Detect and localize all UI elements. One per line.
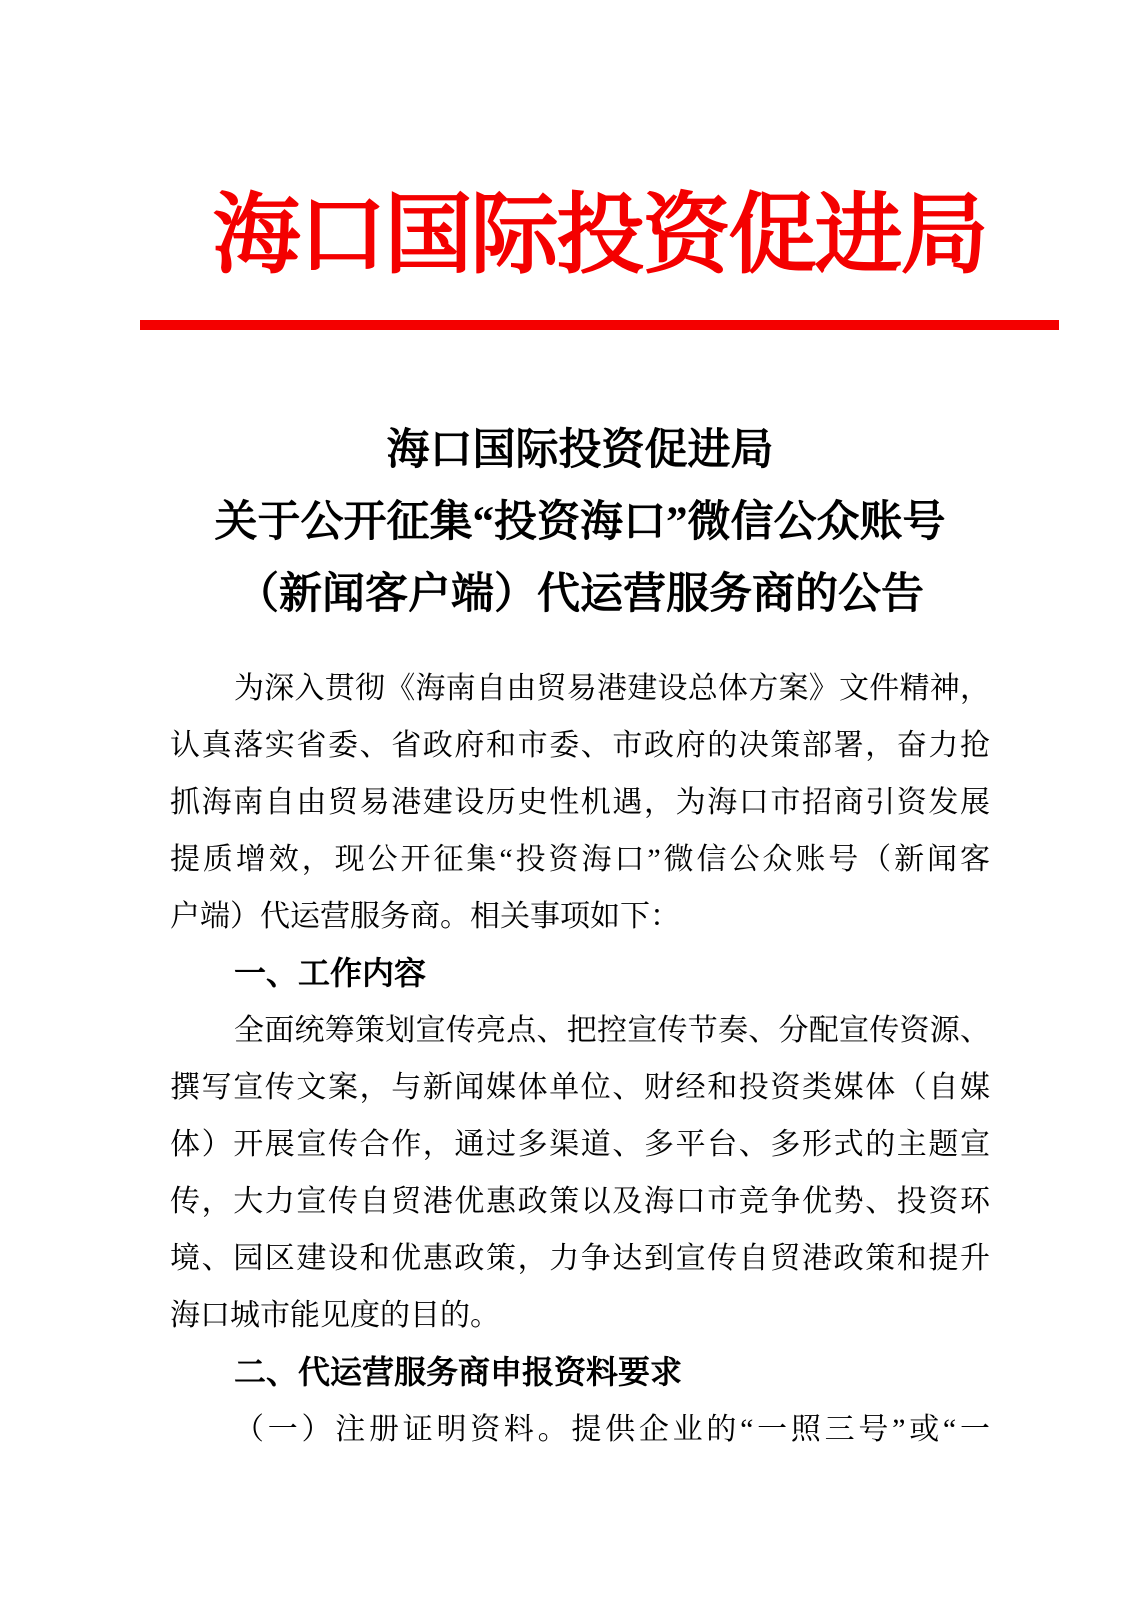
document-title-line-1: 海口国际投资促进局 <box>386 427 774 474</box>
paragraph-2-line: 体）开展宣传合作，通过多渠道、多平台、多形式的主题宣 <box>170 1128 990 1161</box>
paragraph-1-line: 提质增效，现公开征集“投资海口”微信公众账号（新闻客 <box>170 843 990 876</box>
document-title <box>170 415 990 631</box>
document-title-line-3: （新闻客户端）代运营服务商的公告 <box>236 571 924 618</box>
paragraph-1-line: 户端）代运营服务商。相关事项如下： <box>170 900 680 933</box>
paragraph-2-line: 撰写宣传文案，与新闻媒体单位、财经和投资类媒体（自媒 <box>170 1071 990 1104</box>
paragraph-2-line: 全面统筹策划宣传亮点、把控宣传节奏、分配宣传资源、 <box>234 1014 990 1047</box>
document-body <box>170 660 990 1458</box>
paragraph-1-line: 为深入贯彻《海南自由贸易港建设总体方案》文件精神， <box>234 672 990 705</box>
paragraph-2-line: 境、园区建设和优惠政策，力争达到宣传自贸港政策和提升 <box>170 1242 990 1275</box>
paragraph-2-line: 海口城市能见度的目的。 <box>170 1299 500 1332</box>
paragraph-3-line: （一）注册证明资料。提供企业的“一照三号”或“一 <box>234 1413 990 1446</box>
paragraph-2-line: 传，大力宣传自贸港优惠政策以及海口市竞争优势、投资环 <box>170 1185 990 1218</box>
paragraph-1-line: 认真落实省委、省政府和市委、市政府的决策部署，奋力抢 <box>170 729 990 762</box>
paragraph-1-line: 抓海南自由贸易港建设历史性机遇，为海口市招商引资发展 <box>170 786 990 819</box>
section-heading-1: 一、工作内容 <box>234 955 427 991</box>
section-heading-2: 二、代运营服务商申报资料要求 <box>234 1354 683 1390</box>
document-title-line-2: 关于公开征集“投资海口”微信公众账号 <box>214 499 946 546</box>
red-separator-rule <box>140 320 1059 330</box>
letterhead-org-title: 海口国际投资促进局 <box>212 188 987 285</box>
